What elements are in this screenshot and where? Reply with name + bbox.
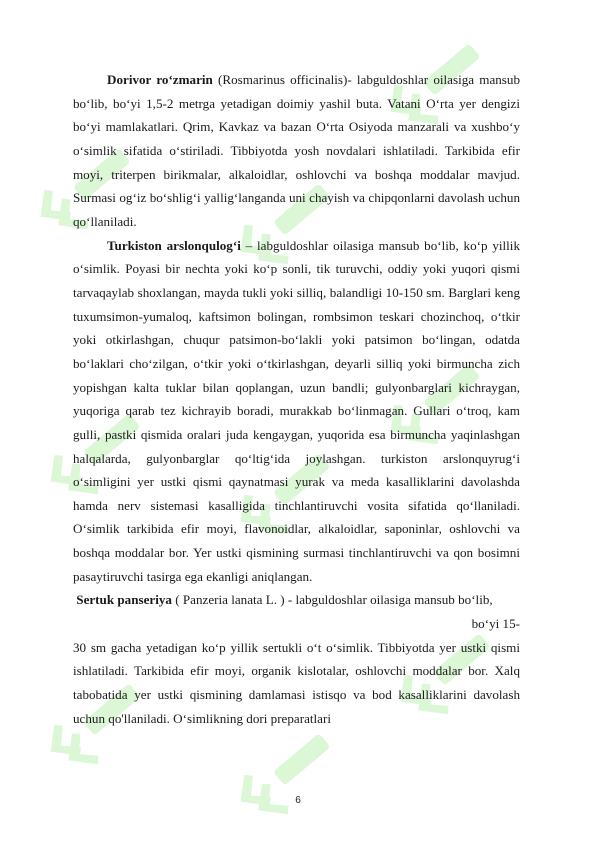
paragraph-continuation: 30 sm gacha yetadigan koʻp yillik sertukli oʻt oʻsimlik. Tibbiyotda yer ustki qismi ishlatiladi. Tarkibida efir moyi, organik kislotalar, oshlovchi moddalar bor. Xalq tabobatida yer ustki qismining damlamasi istisqo va bod kasalliklarini davolash uchun qo'llaniladi. Oʻsimlikning dori preparatlari <box>73 639 520 726</box>
paragraph-turkiston <box>73 234 520 589</box>
paragraph-text: (Rosmarinus officinalis)- labguldoshlar oilasiga mansub boʻlib, boʻyi 1,5-2 metrga yetadigan doimiy yashil buta. Vatani Oʻrta yer dengizi boʻyi mamlakatlari. Qrim, Kavkaz va bazan Oʻrta Osiyoda manzarali va xushboʻy oʻsimlik sifatida oʻstiriladi. Tibbiyotda yosh novdalari ishlatiladi. Tarkibida efir moyi, triterpen birikmalar, alkaloidlar, oshlovchi va boshqa moddalar mavjud. Surmasi ogʻiz boʻshligʻi yalligʻlanganda uni chayish va chipqonlarni davolash uchun qoʻllaniladi. <box>73 72 520 229</box>
term-heading: Sertuk panseriya <box>76 592 172 608</box>
term-heading: Turkiston arslonqulogʻi <box>107 237 241 253</box>
paragraph-panzeria <box>73 588 520 612</box>
paragraph-text: – labguldoshlar oilasiga mansub boʻlib, koʻp yillik oʻsimlik. Poyasi bir nechta yoki koʻp sonli, tik turuvchi, oddiy yoki yuqori qismi tarvaqaylab shoxlangan, mayda tukli yoki silliq, balandligi 10-150 sm. Barglari keng tuxumsimon-yumaloq, kaftsimon bolingan, rombsimon teskari chozinchoq, oʻtkir yoki otkirlashgan, chuqur patsimon-boʻlakli yoki patsimon boʻlingan, odatda boʻlaklari choʻzilgan, oʻtkir yoki oʻtkirlashgan, deyarli silliq yoki birmuncha zich yopishgan kalta tuklar bilan qoplangan, uzun bandli; gulyonbarglari kichraygan, yuqoriga qarab tez kichrayib boradi, murakkab boʻlinmagan. Gullari oʻtroq, kam gulli, pastki qismida oralari juda kengaygan, yuqorida esa birmuncha yaqinlashgan halqalarda, gulyonbarglar qoʻltigʻida joylashgan. turkiston arslonquyrugʻi oʻsimligini yer ustki qismi qaynatmasi yurak va meda kasalliklarini davolashda hamda nerv sistemasi kasalligida tinchlantiruvchi vosita sifatida qoʻllaniladi. Oʻsimlik tarkibida efir moyi, flavonoidlar, alkaloidlar, saponinlar, oshlovchi va boshqa moddalar bor. Yer ustki qismining surmasi tinchlantiruvchi va qon bosimni pasaytiruvchi tasirga ega ekanligi aniqlangan. <box>73 237 520 584</box>
paragraph-text: ( Panzeria lanata L. ) - labguldoshlar oilasiga mansub boʻlib, <box>171 592 493 608</box>
paragraph-right-fragment: boʻyi 15- <box>471 616 520 632</box>
page-number: 6 <box>295 795 301 806</box>
term-heading: Dorivor roʻzmarin <box>107 72 213 87</box>
body-text <box>73 68 520 730</box>
paragraph-rosmarinus <box>73 68 520 234</box>
